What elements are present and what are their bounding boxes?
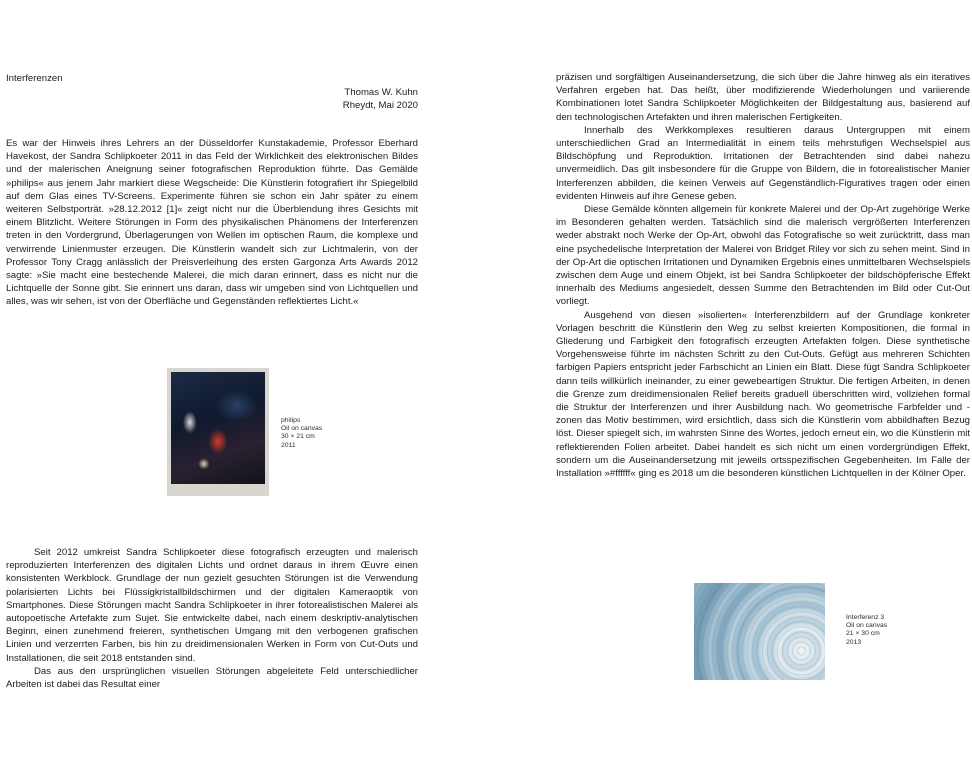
body-paragraph-2 xyxy=(6,546,418,691)
caption-medium: Oil on canvas xyxy=(846,622,888,630)
artwork-interferenz-3-image xyxy=(694,583,825,680)
paragraph-text: Seit 2012 umkreist Sandra Schlipkoeter diese fotografisch erzeugten und malerisch reproduzierten Interferenzen des digitalen Lichts und ordnet daraus in ihrem Œuvre einen konsistenten Werkblock. Grundlage der nun gezielt gesuchten Störungen ist die Verwendung polarisierten Lichts bei Flüssigkristallbildschirmen und der digitalen Kameraoptik von Smartphones. Diese Störungen macht Sandra Schlipkoeter in ihrer fotorealistischen Malerei als autopoetische Artefakte zum Sujet. Sie entwickelte dabei, nach einem deskriptiv-analytischen Beginn, einen zunehmend freieren, synthetischen Umgang mit den verbogenen grafischen Linien und verzerrten Farben, bis hin zu dreidimensionalen Werken in Form von Cut-Outs und Installationen, die seit 2018 entstanden sind. xyxy=(6,547,418,664)
paragraph-text: Das aus den ursprünglichen visuellen Störungen abgeleitete Feld unterschiedlicher Arbeiten ist dabei das Resultat einer xyxy=(6,665,418,691)
article-title: Interferenzen xyxy=(6,73,63,84)
author-name: Thomas W. Kuhn xyxy=(344,87,418,98)
paragraph-text: Ausgehend von diesen »isolierten« Interferenzbildern auf der Grundlage konkreter Vorlagen beschritt die Künstlerin den Weg zu selbst kreierten Kompositionen, die formal in Gliederung und Farbigkeit den fotografisch erzeugten Artefakten folgen. Diese synthetische Vorgehensweise führte im nächsten Schritt zu den Cut-Outs. Gefügt aus mehreren Schichten farbigen Papiers entspricht jeder Farbschicht an Linien ein Blatt. Diese fügt Sandra Schlipkoeter dann teils willkürlich ineinander, zu einer gewebeartigen Struktur. Die fertigen Arbeiten, in denen die Grenze zum dreidimensionalen Relief bereits graduell überschritten wird, vollziehen formal die Struktur der Interferenzen und ihrer Ausbildung nach. Wo geometrische Farbfelder und -zonen das Motiv bestimmen, wird ersichtlich, dass sich die Künstlerin vom abbildhaften Bezug löst. Dieser spiegelt sich, im wahrsten Sinne des Wortes, jedoch erneut ein, wo die Künstlerin mit reflektierenden Folien arbeitet. Dabei handelt es sich nicht um einen vordergründigen Effekt, sondern um die Auseinandersetzung mit jeweils ortsspezifischen Gegebenheiten. Im Falle der Installation »#ffffff« ging es 2018 um die besonderen künstlichen Lichtquellen in der Kölner Oper. xyxy=(556,309,970,480)
place-date: Rheydt, Mai 2020 xyxy=(342,100,418,112)
paragraph-text: Es war der Hinweis ihres Lehrers an der Düsseldorfer Kunstakademie, Professor Eberhard Havekost, der Sandra Schlipkoeter 2011 in das Feld der Wirklichkeit des elektronischen Bildes und der malerischen Aneignung seiner fotografischen Reproduktion führte. Das Gemälde »philips« aus jenem Jahr markiert diese Wegscheide: Die Künstlerin fotografiert ihr Spiegelbild auf dem Glas eines TV-Screens. Experimente führen sie schon ein Jahr später zu einem weiteren Selbstporträt. »28.12.2012 [1]« zeigt nicht nur die Überblendung ihres Gesichts mit einem Blitzlicht. Weitere Störungen in Form des physikalischen Phänomens der Interferenzen treten in den Vordergrund, Überlagerungen von Wellen im optischen Raum, die komplexe und verwirrende Linienmuster erzeugen. Die Künstlerin wandelt sich zur Lichtmalerin, von der Professor Tony Cragg anlässlich der Preisverleihung des ersten Gargonza Arts Awards 2012 sagte: »Sie macht eine bestechende Malerei, die mich daran erinnert, dass es nicht nur die Lichtquelle der Sonne gibt. Sie erinnert uns daran, dass wir umgeben sind von Lichtquellen und alles, was wir sehen, ist von der Oberfläche und Gegenständen reflektiertes Licht.« xyxy=(6,138,418,308)
artwork-philips-image xyxy=(167,368,269,496)
caption-size: 30 × 21 cm xyxy=(281,433,315,441)
painting-surface xyxy=(171,372,265,484)
caption-size: 21 × 30 cm xyxy=(846,630,880,638)
artwork-caption-interferenz-3 xyxy=(846,614,887,647)
body-paragraph-1 xyxy=(6,137,418,309)
caption-title: philips xyxy=(281,417,301,424)
body-paragraphs-right xyxy=(556,71,970,480)
caption-title: Interferenz 3 xyxy=(846,614,885,621)
caption-medium: Oil on canvas xyxy=(281,425,323,433)
paragraph-text: präzisen und sorgfältigen Auseinandersetzung, die sich über die Jahre hinweg als ein iteratives Verfahren ergeben hat. Das heißt, über modifizierende Wiederholungen und variierende Kombinationen lotet Sandra Schlipkoeter Möglichkeiten der Bildgestaltung aus, basierend auf den technologischen Artefakten und ihren malerischen Fertigkeiten. xyxy=(556,72,970,123)
paragraph-text: Innerhalb des Werkkomplexes resultieren daraus Untergruppen mit einem unterschiedlichen Grad an Intermedialität in einem teils mehrstufigen Wechselspiel aus Bildschöpfung und Reproduktion. Irritationen der Betrachtenden sind dabei nahezu unvermeidlich. Das gilt insbesondere für die Gruppe von Bildern, die in fotorealistischer Manier Interferenzen abbilden, die keinen Verweis auf Gegenständlich-Figuratives tragen oder einen evidenten Hinweis auf ihre Genese geben. xyxy=(556,124,970,202)
artwork-caption-philips xyxy=(281,417,322,450)
interference-pattern xyxy=(694,583,825,680)
author-block xyxy=(343,86,418,113)
caption-year: 2011 xyxy=(281,441,296,449)
caption-year: 2013 xyxy=(846,638,862,646)
paragraph-text: Diese Gemälde könnten allgemein für konkrete Malerei und der Op-Art zugehörige Werke im Besonderen gehalten werden. Tatsächlich sind die malerisch vergrößerten Interferenzen weder abstrakt noch Werke der Op-Art, obwohl das Fotografische so weit zurücktritt, dass man eine psychedelische Interpretation der Malerei von Bridget Riley vor sich zu sehen meint. Sind in der Op-Art die optischen Irritationen und Dynamiken Ergebnis eines unmittelbaren Wechselspiels zwischen dem Auge und einem Objekt, ist bei Sandra Schlipkoeter der bildschöpferische Effekt innerhalb des Mediums angesiedelt, dessen Summe den Betrachtenden im Bild oder Cut-Out vorliegt. xyxy=(556,204,970,308)
